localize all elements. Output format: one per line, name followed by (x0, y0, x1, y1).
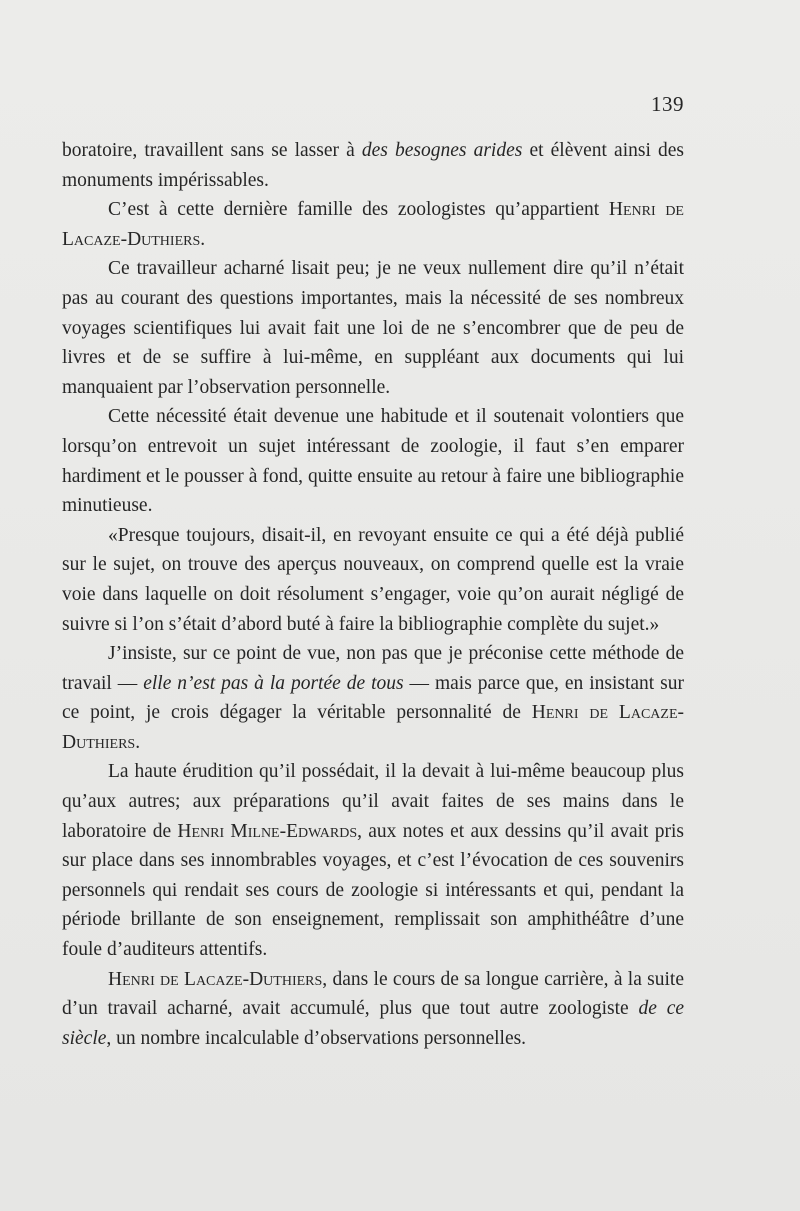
paragraph (62, 136, 684, 195)
text-run: et élèvent ainsi des monuments impérissables. (62, 140, 684, 191)
page-number: 139 (651, 92, 684, 116)
person-name: Henri Milne-Edwards (177, 820, 358, 842)
text-run: C’est à cette dernière famille des zoologistes qu’appartient (108, 199, 609, 221)
person-name: Henri de Lacaze-Duthiers (62, 199, 684, 250)
text-run: Ce travailleur acharné lisait peu; je ne veux nullement dire qu’il n’était pas au courant des questions importantes, mais la nécessité de ses nombreux voyages scientifiques lui avait fait une loi de ne s’encombrer que de peu de livres et de se suffire à lui-même, en suppléant aux documents qui lui manquaient par l’observation personnelle. (62, 258, 684, 398)
text-run: , aux notes et aux dessins qu’il avait pris sur place dans ses innombrables voyages, et c’est l’évocation de ces souvenirs personnels qui rendait ses cours de zoologie si intéressants et qui, pendant la période brillante de son enseignement, remplissait son amphithéâtre d’une foule d’auditeurs attentifs. (62, 820, 684, 961)
text-run: , un nombre incalculable d’observations personnelles. (106, 1027, 527, 1049)
text-run: boratoire, travaillent sans se lasser à (62, 140, 362, 161)
paragraph (62, 757, 684, 964)
italic-text: elle n’est pas à la portée de tous (143, 672, 404, 694)
text-run: J’insiste, sur ce point de vue, non pas que je préconise cette méthode de travail — (62, 643, 684, 694)
paragraph (62, 639, 684, 757)
body-text (62, 136, 684, 1053)
text-run: . (135, 731, 141, 753)
paragraph (62, 521, 684, 639)
person-name: Henri de Lacaze-Duthiers (108, 968, 323, 990)
person-name: Henri de Lacaze-Duthiers (62, 702, 684, 753)
text-run: «Presque toujours, disait-il, en revoyant ensuite ce qui a été déjà publié sur le sujet, on trouve des aperçus nouveaux, on comprend quelle est la vraie voie dans laquelle on doit résolument s’engager, voie qu’on aurait négligé de suivre si l’on s’était d’abord buté à faire la bibliographie complète du sujet.» (62, 524, 684, 635)
text-run: La haute érudition qu’il possédait, il la devait à lui-même beaucoup plus qu’aux autres; aux préparations qu’il avait faites de ses mains dans le laboratoire de (62, 761, 684, 842)
paragraph (62, 195, 684, 254)
text-run: , dans le cours de sa longue carrière, à la suite d’un travail acharné, avait accumulé, plus que tout autre zoologiste (62, 968, 684, 1020)
text-run: — mais parce que, en insistant sur ce point, je crois dégager la véritable personnalité de (62, 672, 684, 724)
paragraph (62, 254, 684, 402)
italic-text: de ce siècle (62, 998, 685, 1049)
italic-text: des besognes arides (361, 140, 523, 161)
text-run: Cette nécessité était devenue une habitude et il soutenait volontiers que lorsqu’on entrevoit un sujet intéressant de zoologie, il faut s’en emparer hardiment et le pousser à fond, quitte ensuite au retour à faire une bibliographie minutieuse. (62, 406, 684, 517)
paragraph (62, 965, 684, 1054)
text-run: . (200, 228, 206, 250)
paragraph (62, 402, 684, 520)
